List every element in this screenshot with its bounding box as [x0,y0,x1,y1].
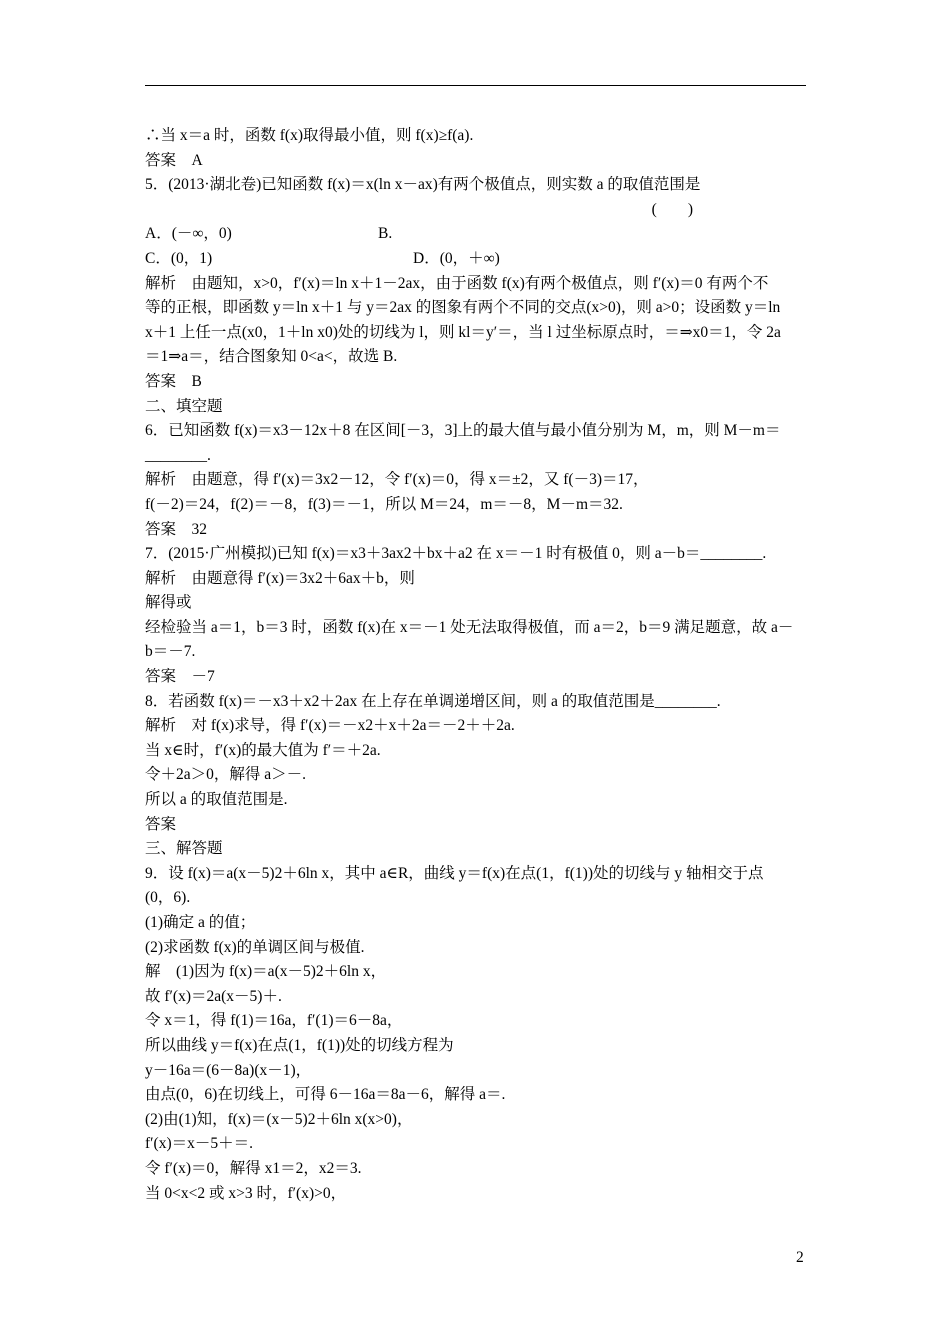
text-line: x＋1 上任一点(x0，1＋ln x0)处的切线为 l，则 kl＝y′＝，当 l 过坐标原点时，＝⇒x0＝1，令 2a [145,323,781,341]
text-line: 解析 由题知，x>0，f′(x)＝ln x＋1－2ax，由于函数 f(x)有两个极值点，则 f′(x)＝0 有两个不 [145,274,769,292]
text-line: 解 (1)因为 f(x)＝a(x－5)2＋6ln x， [145,963,387,981]
text-line: 故 f′(x)＝2a(x－5)＋. [145,987,282,1005]
text-line: 令 x＝1，得 f(1)＝16a，f′(1)＝6－8a， [145,1012,403,1030]
section-heading: 二、填空题 [145,397,223,415]
options-row [145,222,807,247]
text-line: f′(x)＝x－5＋＝. [145,1135,254,1153]
text-line: ∴当 x＝a 时，函数 f(x)取得最小值，则 f(x)≥f(a). [145,127,474,144]
text-line: 当 x∈时，f′(x)的最大值为 f′＝＋2a. [145,741,381,759]
text-line: 所以曲线 y＝f(x)在点(1，f(1))处的切线方程为 [145,1036,454,1054]
text-line: 等的正根，即函数 y＝ln x＋1 与 y＝2ax 的图象有两个不同的交点(x>0)，则 a>0；设函数 y＝ln [145,299,781,317]
answer-line: 答案 32 [145,520,208,538]
option-c: C．(0，1) [145,249,213,267]
option-b: B. [378,225,393,243]
text-line: (2)求函数 f(x)的单调区间与极值. [145,938,365,956]
options-row [145,247,807,272]
text-line: 由点(0，6)在切线上，可得 6－16a＝8a－6，解得 a＝. [145,1086,506,1104]
text-line: (0，6). [145,889,191,907]
text-line: 解得或 [145,594,192,612]
section-heading: 三、解答题 [145,840,223,858]
text-line: b＝－7. [145,643,196,661]
text-line: y－16a＝(6－8a)(x－1)， [145,1061,312,1079]
answer-line: 答案 A [145,151,203,169]
text-line: ＝1⇒a＝，结合图象知 0<a<，故选 B. [145,348,398,366]
text-line: (2)由(1)知，f(x)＝(x－5)2＋6ln x(x>0)， [145,1110,413,1128]
text-line: 经检验当 a＝1，b＝3 时，函数 f(x)在 x＝－1 处无法取得极值，而 a＝2，b＝9 满足题意，故 a－ [145,618,794,636]
header-rule [145,85,806,86]
page-content [145,124,807,1206]
question-5: 5．(2013·湖北卷)已知函数 f(x)＝x(ln x－ax)有两个极值点，则实数 a 的取值范围是 [145,176,701,194]
question-7: 7．(2015·广州模拟)已知 f(x)＝x3＋3ax2＋bx＋a2 在 x＝－1 时有极值 0，则 a－b＝________. [145,545,767,563]
text-line: f(－2)＝24，f(2)＝－8，f(3)＝－1，所以 M＝24，m＝－8，M－m＝32. [145,495,623,513]
option-a: A．(－∞，0) [145,225,232,243]
page-number: 2 [796,1249,804,1266]
answer-line: 答案 －7 [145,668,215,686]
answer-line: 答案 B [145,372,202,390]
text-line: 令 f′(x)＝0，解得 x1＝2，x2＝3. [145,1159,362,1177]
answer-line: 答案 [145,815,177,833]
text-line: 解析 对 f(x)求导，得 f′(x)＝－x2＋x＋2a＝－2＋＋2a. [145,717,515,735]
text-line: 解析 由题意得 f′(x)＝3x2＋6ax＋b，则 [145,569,415,587]
option-d: D．(0，＋∞) [413,249,500,267]
text-line: 令＋2a＞0，解得 a＞－. [145,766,307,784]
text-line: (1)确定 a 的值； [145,914,256,931]
text-line: 所以 a 的取值范围是. [145,791,288,809]
question-6: 6．已知函数 f(x)＝x3－12x＋8 在区间[－3，3]上的最大值与最小值分别为 M，m，则 M－m＝ [145,422,781,440]
text-line: 解析 由题意，得 f′(x)＝3x2－12，令 f′(x)＝0，得 x＝±2，又 f(－3)＝17， [145,471,649,489]
answer-bracket: ( ) [651,200,693,218]
text-line: 当 0<x<2 或 x>3 时，f′(x)>0， [145,1184,347,1202]
question-8: 8．若函数 f(x)＝－x3＋x2＋2ax 在上存在单调递增区间，则 a 的取值范围是________. [145,692,721,710]
text-line: ________. [145,446,211,464]
question-9: 9．设 f(x)＝a(x－5)2＋6ln x，其中 a∈R，曲线 y＝f(x)在点(1，f(1))处的切线与 y 轴相交于点 [145,864,764,882]
